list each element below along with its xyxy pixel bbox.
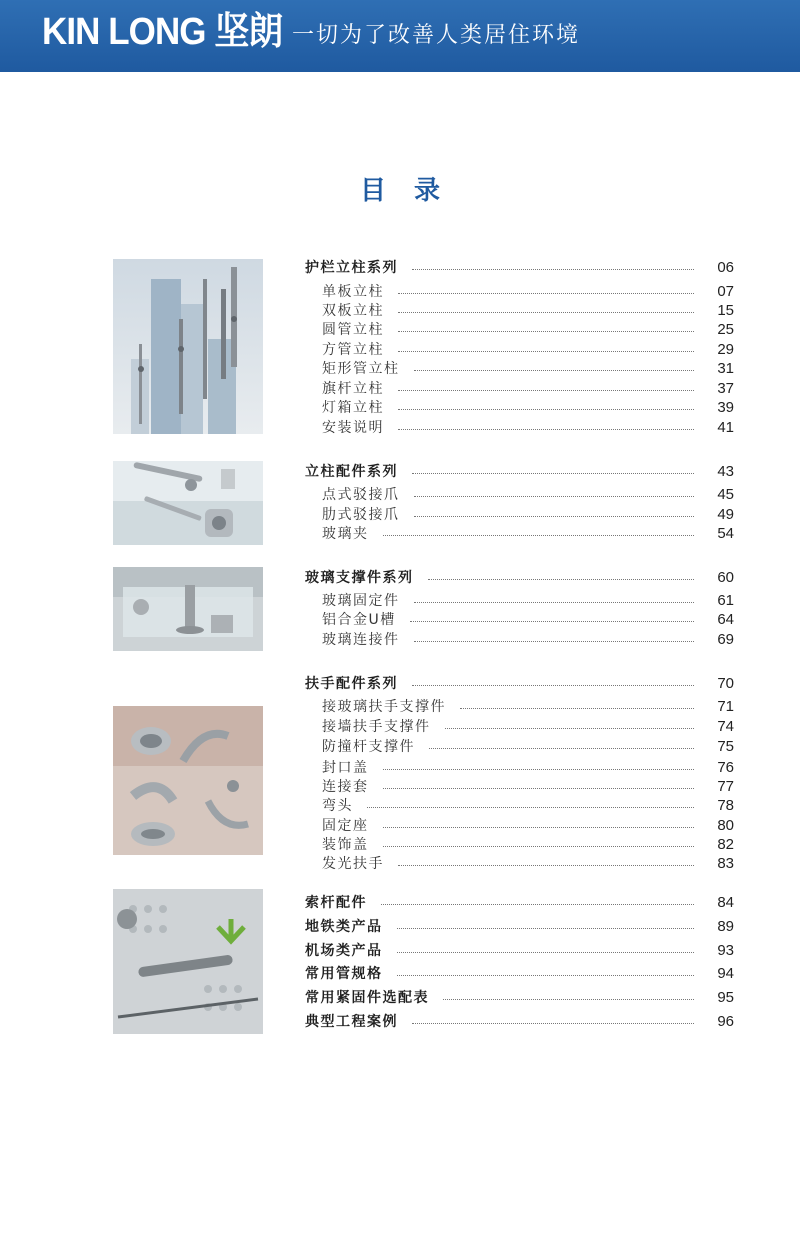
toc-label: 弯头 bbox=[322, 798, 353, 814]
toc-label: 连接套 bbox=[322, 779, 369, 795]
toc-label: 安装说明 bbox=[322, 420, 384, 436]
toc-label: 肋式驳接爪 bbox=[322, 507, 400, 523]
toc-label: 典型工程案例 bbox=[305, 1014, 398, 1030]
toc-leader bbox=[383, 788, 695, 789]
toc-entry[interactable] bbox=[322, 418, 734, 438]
toc-entry[interactable] bbox=[322, 717, 734, 737]
toc-leader bbox=[414, 370, 695, 371]
toc-leader bbox=[414, 641, 695, 642]
toc-leader bbox=[460, 708, 694, 709]
toc-entry[interactable] bbox=[322, 282, 734, 302]
toc-entry[interactable] bbox=[322, 835, 734, 855]
toc-entry[interactable] bbox=[305, 568, 734, 588]
toc-page: 83 bbox=[717, 855, 734, 872]
toc-leader bbox=[414, 516, 695, 517]
toc-label: 玻璃夹 bbox=[322, 526, 369, 542]
toc-leader bbox=[383, 827, 695, 828]
toc-entry[interactable] bbox=[322, 485, 734, 505]
toc-label: 方管立柱 bbox=[322, 342, 384, 358]
toc-label: 常用管规格 bbox=[305, 966, 383, 982]
toc-leader bbox=[398, 429, 694, 430]
toc-entry[interactable] bbox=[322, 854, 734, 874]
toc-entry[interactable] bbox=[322, 777, 734, 797]
toc-label: 点式驳接爪 bbox=[322, 487, 400, 503]
toc-label: 双板立柱 bbox=[322, 303, 384, 319]
toc-entry[interactable] bbox=[305, 674, 734, 694]
toc-label: 索杆配件 bbox=[305, 895, 367, 911]
toc-entry[interactable] bbox=[322, 758, 734, 778]
toc-page: 74 bbox=[717, 718, 734, 735]
toc-leader bbox=[398, 312, 694, 313]
toc-page: 78 bbox=[717, 797, 734, 814]
toc-page: 43 bbox=[717, 463, 734, 480]
toc-leader bbox=[429, 748, 694, 749]
toc-leader bbox=[445, 728, 695, 729]
toc-leader bbox=[414, 496, 695, 497]
toc-page: 54 bbox=[717, 525, 734, 542]
toc-entry[interactable] bbox=[305, 917, 734, 937]
toc-leader bbox=[383, 769, 695, 770]
toc-label: 固定座 bbox=[322, 818, 369, 834]
toc-entry[interactable] bbox=[305, 964, 734, 984]
toc-entry[interactable] bbox=[322, 591, 734, 611]
toc-label: 防撞杆支撑件 bbox=[322, 739, 415, 755]
toc-leader bbox=[414, 602, 695, 603]
toc-label: 接玻璃扶手支撑件 bbox=[322, 699, 446, 715]
toc-leader bbox=[383, 535, 695, 536]
toc-label: 矩形管立柱 bbox=[322, 361, 400, 377]
thumbnail-post-fittings bbox=[113, 461, 263, 545]
toc-label: 玻璃固定件 bbox=[322, 593, 400, 609]
toc-page: 71 bbox=[717, 698, 734, 715]
toc-label: 扶手配件系列 bbox=[305, 676, 398, 692]
toc-entry[interactable] bbox=[322, 359, 734, 379]
toc-entry[interactable] bbox=[305, 462, 734, 482]
toc-page: 06 bbox=[717, 259, 734, 276]
toc-leader bbox=[397, 928, 695, 929]
toc-label: 单板立柱 bbox=[322, 284, 384, 300]
toc-entry[interactable] bbox=[305, 258, 734, 278]
toc-page: 70 bbox=[717, 675, 734, 692]
toc-label: 护栏立柱系列 bbox=[305, 260, 398, 276]
toc-page: 61 bbox=[717, 592, 734, 609]
toc-label: 玻璃连接件 bbox=[322, 632, 400, 648]
toc-leader bbox=[398, 351, 694, 352]
toc-entry[interactable] bbox=[322, 505, 734, 525]
toc-entry[interactable] bbox=[322, 320, 734, 340]
toc-label: 接墙扶手支撑件 bbox=[322, 719, 431, 735]
thumbnail-handrail-fittings bbox=[113, 706, 263, 855]
toc-label: 常用紧固件选配表 bbox=[305, 990, 429, 1006]
toc-leader bbox=[383, 846, 695, 847]
toc-entry[interactable] bbox=[322, 697, 734, 717]
toc-leader bbox=[428, 579, 695, 580]
toc-page: 80 bbox=[717, 817, 734, 834]
toc-page: 84 bbox=[717, 894, 734, 911]
toc-label: 旗杆立柱 bbox=[322, 381, 384, 397]
toc-leader bbox=[397, 975, 695, 976]
toc-page: 07 bbox=[717, 283, 734, 300]
toc-leader bbox=[398, 331, 694, 332]
toc-page: 75 bbox=[717, 738, 734, 755]
toc-page: 31 bbox=[717, 360, 734, 377]
toc-label: 立柱配件系列 bbox=[305, 464, 398, 480]
toc-page: 45 bbox=[717, 486, 734, 503]
toc-leader bbox=[367, 807, 694, 808]
toc-page: 95 bbox=[717, 989, 734, 1006]
toc-entry[interactable] bbox=[305, 941, 734, 961]
page-title: 目录 bbox=[359, 176, 468, 206]
toc-leader bbox=[412, 269, 694, 270]
toc-page: 49 bbox=[717, 506, 734, 523]
toc-entry[interactable] bbox=[305, 988, 734, 1008]
toc-entry[interactable] bbox=[322, 610, 734, 630]
toc-entry[interactable] bbox=[322, 524, 734, 544]
toc-leader bbox=[398, 390, 694, 391]
toc-label: 发光扶手 bbox=[322, 856, 384, 872]
toc-page: 69 bbox=[717, 631, 734, 648]
thumbnail-tactile-cable bbox=[113, 889, 263, 1034]
toc-page: 60 bbox=[717, 569, 734, 586]
toc-page: 29 bbox=[717, 341, 734, 358]
toc-entry[interactable] bbox=[322, 630, 734, 650]
toc-page: 15 bbox=[717, 302, 734, 319]
toc-label: 装饰盖 bbox=[322, 837, 369, 853]
toc-entry[interactable] bbox=[322, 398, 734, 418]
thumbnail-railing-posts bbox=[113, 259, 263, 434]
toc-leader bbox=[398, 293, 694, 294]
toc-entry[interactable] bbox=[305, 1012, 734, 1032]
toc-entry[interactable] bbox=[322, 379, 734, 399]
toc-entry[interactable] bbox=[322, 737, 734, 757]
toc-page: 25 bbox=[717, 321, 734, 338]
toc-label: 铝合金U槽 bbox=[322, 612, 396, 628]
toc-entry[interactable] bbox=[305, 893, 734, 913]
toc-entry[interactable] bbox=[322, 301, 734, 321]
toc-leader bbox=[412, 685, 694, 686]
toc-entry[interactable] bbox=[322, 340, 734, 360]
toc-label: 地铁类产品 bbox=[305, 919, 383, 935]
toc-page: 94 bbox=[717, 965, 734, 982]
toc-label: 圆管立柱 bbox=[322, 322, 384, 338]
toc-entry[interactable] bbox=[322, 816, 734, 836]
toc-page: 76 bbox=[717, 759, 734, 776]
toc-leader bbox=[398, 865, 694, 866]
header-banner bbox=[0, 0, 800, 72]
toc-leader bbox=[381, 904, 694, 905]
toc-page: 41 bbox=[717, 419, 734, 436]
toc-leader bbox=[397, 952, 695, 953]
toc-label: 玻璃支撑件系列 bbox=[305, 570, 414, 586]
toc-leader bbox=[412, 473, 694, 474]
toc-label: 灯箱立柱 bbox=[322, 400, 384, 416]
toc-leader bbox=[412, 1023, 694, 1024]
toc-label: 机场类产品 bbox=[305, 943, 383, 959]
toc-page: 82 bbox=[717, 836, 734, 853]
toc-page: 89 bbox=[717, 918, 734, 935]
toc-page: 37 bbox=[717, 380, 734, 397]
toc-page: 64 bbox=[717, 611, 734, 628]
thumbnail-glass-support bbox=[113, 567, 263, 651]
toc-leader bbox=[443, 999, 694, 1000]
toc-leader bbox=[398, 409, 694, 410]
brand-slogan: 一切为了改善人类居住环境 bbox=[292, 23, 581, 48]
toc-leader bbox=[410, 621, 694, 622]
toc-page: 93 bbox=[717, 942, 734, 959]
toc-entry[interactable] bbox=[322, 796, 734, 816]
toc-page: 39 bbox=[717, 399, 734, 416]
toc-page: 96 bbox=[717, 1013, 734, 1030]
toc-page: 77 bbox=[717, 778, 734, 795]
toc-label: 封口盖 bbox=[322, 760, 369, 776]
brand-logo: KIN LONG 坚朗 bbox=[42, 11, 283, 53]
